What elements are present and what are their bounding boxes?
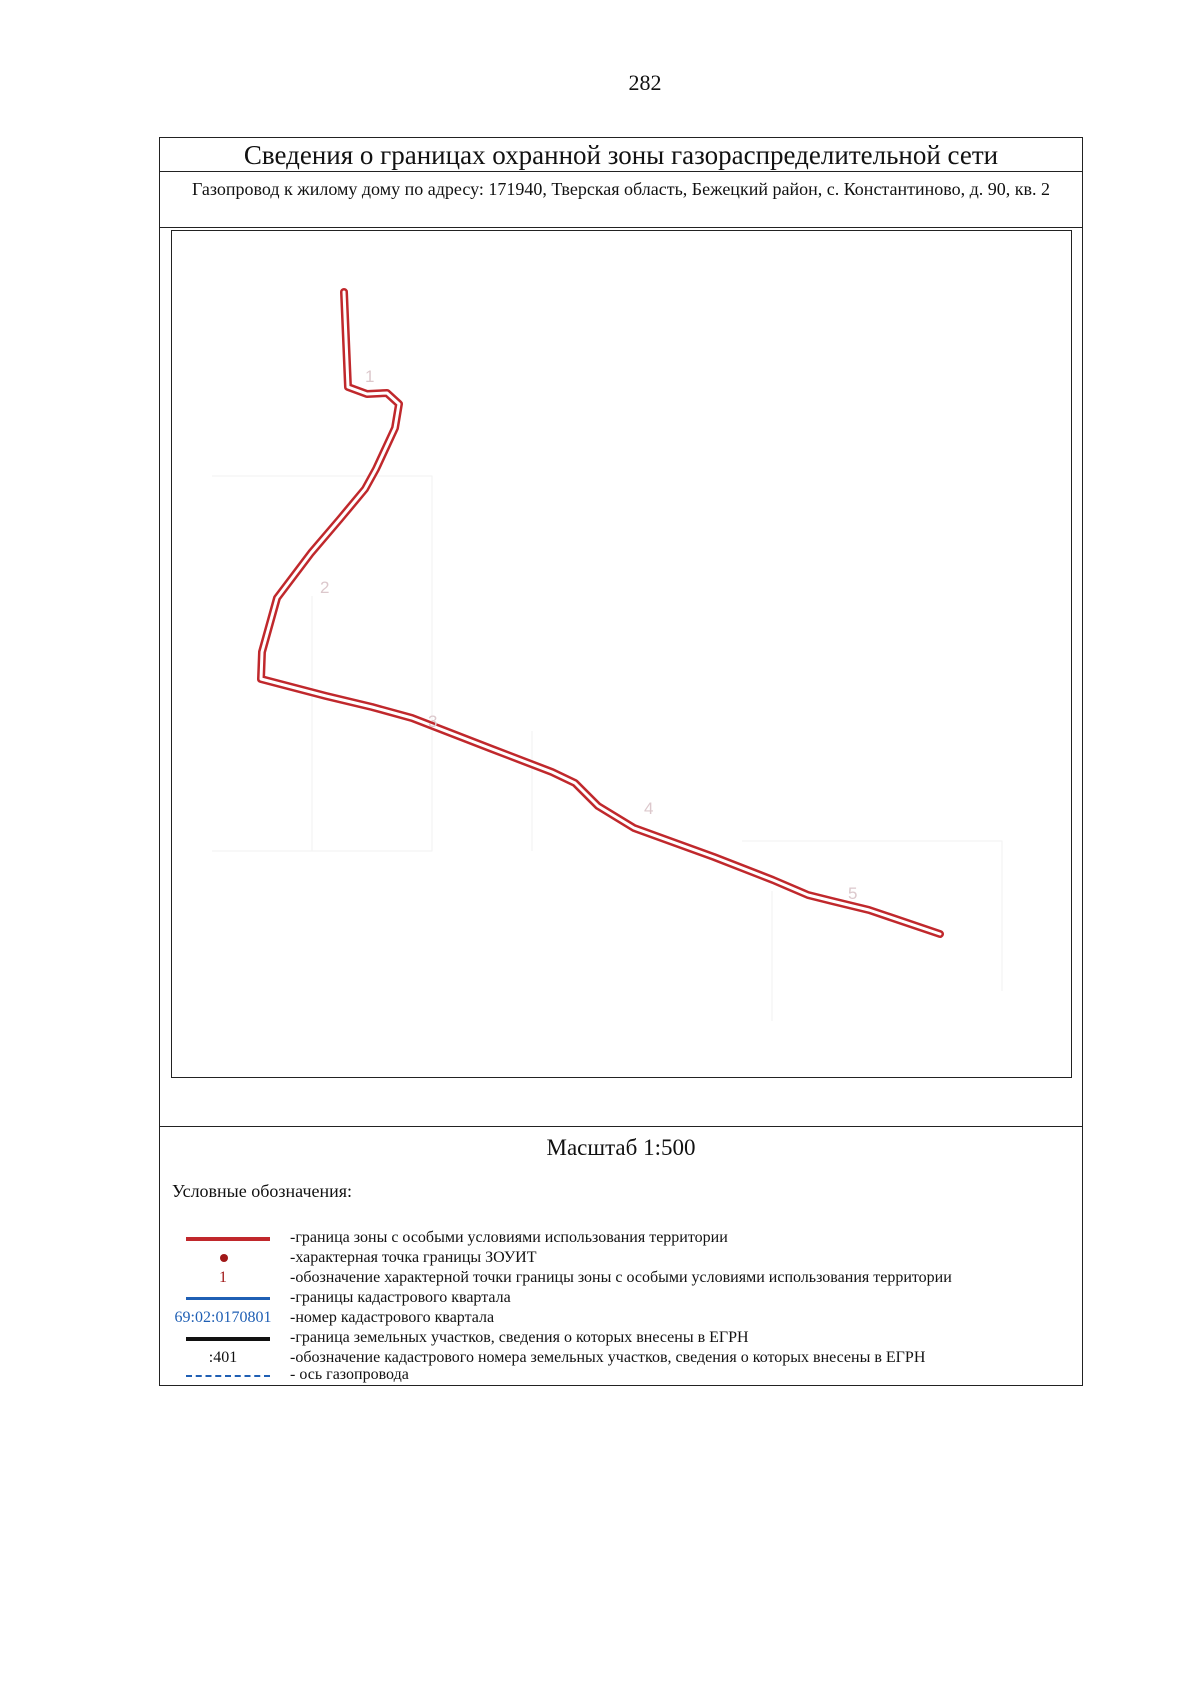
- point-label-5: 5: [848, 884, 858, 903]
- legend-item-quarter-number: [160, 1308, 1082, 1328]
- red-line-icon: [186, 1237, 270, 1241]
- legend-item-pipeline-axis: [160, 1365, 1082, 1385]
- black-line-icon: [186, 1337, 270, 1341]
- protection-zone-outer: [261, 292, 940, 934]
- legend-description: -номер кадастрового квартала: [290, 1309, 495, 1326]
- point-label-2: 2: [320, 578, 330, 597]
- legend-symbol: [172, 1248, 274, 1268]
- map-panel[interactable]: [171, 230, 1072, 1078]
- legend-symbol: [172, 1328, 274, 1348]
- legend-item-point-number: [160, 1268, 1082, 1288]
- page-title: Сведения о границах охранной зоны газораспределительной сети: [160, 138, 1082, 172]
- red-dot-icon: [220, 1254, 228, 1262]
- legend-description: - ось газопровода: [290, 1366, 409, 1383]
- legend-item-zone-boundary: [160, 1228, 1082, 1248]
- legend-title: Условные обозначения:: [172, 1181, 353, 1201]
- legend-symbol: 69:02:0170801: [174, 1309, 272, 1326]
- legend-item-quarter-boundary: [160, 1288, 1082, 1308]
- legend-item-parcel-boundary: [160, 1328, 1082, 1348]
- legend-panel: [160, 1126, 1082, 1385]
- point-label-4: 4: [644, 799, 654, 818]
- page-number: 282: [628, 70, 662, 95]
- legend-symbol: [172, 1365, 274, 1385]
- blue-dashed-line-icon: [186, 1375, 270, 1377]
- legend-description: -границы кадастрового квартала: [290, 1289, 511, 1306]
- map-canvas: [172, 231, 1070, 1076]
- blue-line-icon: [186, 1297, 270, 1300]
- scale-label: Масштаб 1:500: [546, 1135, 696, 1160]
- legend-symbol: 1: [219, 1269, 227, 1286]
- legend-description: -обозначение кадастрового номера земельных участков, сведения о которых внесены в ЕГРН: [290, 1349, 926, 1366]
- point-label-1: 1: [365, 367, 375, 386]
- legend-description: -характерная точка границы ЗОУИТ: [290, 1249, 537, 1266]
- point-label-3: 3: [428, 712, 438, 731]
- document-frame: [159, 137, 1083, 1386]
- legend-description: -граница земельных участков, сведения о которых внесены в ЕГРН: [290, 1329, 749, 1346]
- background-parcel-lines: [212, 476, 1002, 1021]
- legend-description: -обозначение характерной точки границы зоны с особыми условиями использования территории: [290, 1269, 952, 1286]
- legend-description: -граница зоны с особыми условиями использования территории: [290, 1229, 728, 1246]
- page-subtitle: Газопровод к жилому дому по адресу: 171940, Тверская область, Бежецкий район, с. Константиново, д. 90, кв. 2: [160, 172, 1082, 228]
- legend-item-zone-point: [160, 1248, 1082, 1268]
- legend-symbol: [172, 1228, 274, 1248]
- legend-symbol: :401: [208, 1349, 238, 1366]
- legend-symbol: [172, 1288, 274, 1308]
